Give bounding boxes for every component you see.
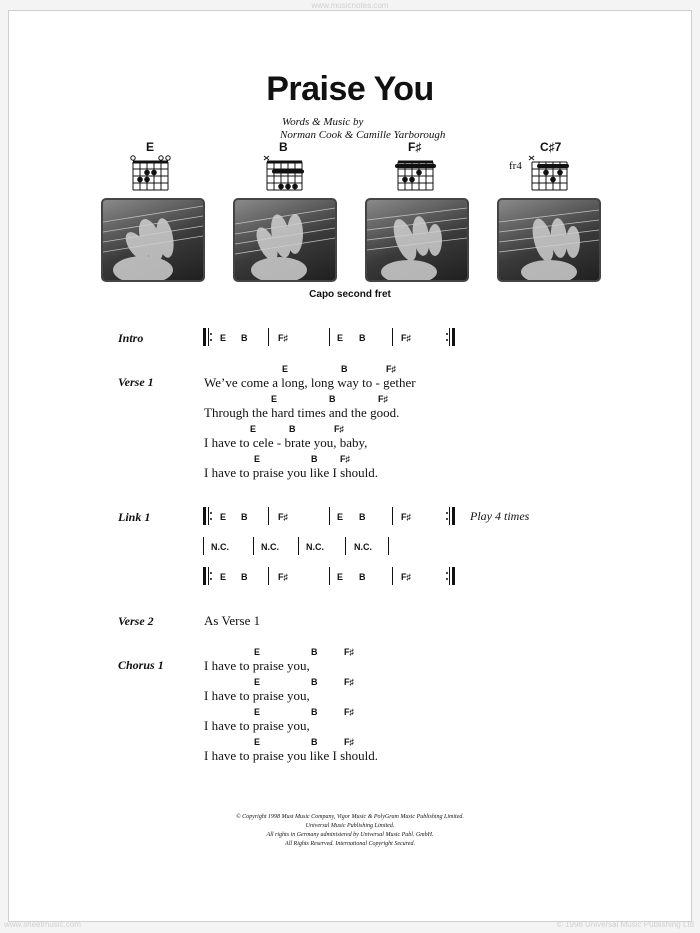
- repeat-end: [446, 567, 455, 585]
- bar-chord-fsharp: F♯: [401, 572, 411, 582]
- bar-chord-fsharp: F♯: [278, 572, 288, 582]
- chord-symbol: F♯: [334, 424, 344, 434]
- chord-symbol: B: [341, 364, 348, 374]
- lyric-line: I have to praise you,: [204, 658, 310, 673]
- verse-2-instruction: As Verse 1: [204, 613, 261, 628]
- chord-name-fsharp: F♯: [408, 140, 422, 154]
- barline: [268, 507, 269, 525]
- bar-chord-nc: N.C.: [211, 542, 229, 552]
- barline: [298, 537, 299, 555]
- lyric-line: I have to praise you,: [204, 688, 310, 703]
- bar-chord-b: B: [359, 512, 366, 522]
- barline: [329, 567, 330, 585]
- chord-symbol: B: [311, 707, 318, 717]
- chord-photo-b: [233, 198, 337, 282]
- chord-symbol: F♯: [344, 677, 354, 687]
- copyright-line: All rights in Germany administered by Universal Music Publ. GmbH.: [266, 832, 434, 838]
- lyric-line: We’ve come a long, long way to - gether: [204, 375, 416, 390]
- chord-symbol: E: [271, 394, 278, 404]
- section-label-verse-2: Verse 2: [118, 614, 154, 628]
- chord-symbol: E: [282, 364, 289, 374]
- section-label-intro: Intro: [118, 331, 144, 345]
- song-title: Praise You: [266, 70, 434, 108]
- chord-diagram-fsharp: [393, 154, 439, 192]
- chord-symbol: B: [289, 424, 296, 434]
- repeat-end: [446, 507, 455, 525]
- chord-symbol: B: [311, 677, 318, 687]
- bar-chord-e: E: [337, 572, 344, 582]
- watermark-bottom-left: www.sheetmusic.com: [4, 920, 81, 929]
- credits-line-1: Words & Music by: [282, 116, 364, 128]
- bar-chord-b: B: [241, 512, 248, 522]
- barline: [388, 537, 389, 555]
- lyric-line: I have to praise you like I should.: [204, 748, 379, 763]
- chord-symbol: F♯: [340, 454, 350, 464]
- section-label-chorus-1: Chorus 1: [118, 658, 164, 672]
- lyric-line: I have to praise you,: [204, 718, 310, 733]
- bar-chord-fsharp: F♯: [278, 333, 288, 343]
- copyright-line: Universal Music Publishing Limited.: [305, 823, 395, 829]
- capo-note: Capo second fret: [309, 289, 391, 300]
- chord-photo-csharp7: [497, 198, 601, 282]
- chord-symbol: F♯: [344, 737, 354, 747]
- fret-label-csharp7: fr4: [509, 160, 522, 172]
- copyright-line: All Rights Reserved. International Copyright Secured.: [285, 841, 415, 847]
- bar-chord-b: B: [359, 572, 366, 582]
- bar-chord-e: E: [220, 572, 227, 582]
- bar-chord-e: E: [337, 512, 344, 522]
- repeat-start: [203, 507, 212, 525]
- chord-diagram-csharp7: [525, 154, 575, 192]
- chord-photo-fsharp: [365, 198, 469, 282]
- bar-chord-fsharp: F♯: [401, 512, 411, 522]
- chord-symbol: F♯: [344, 707, 354, 717]
- repeat-instruction: Play 4 times: [470, 509, 530, 523]
- credits: [280, 116, 445, 142]
- barline: [345, 537, 346, 555]
- chord-symbol: B: [311, 737, 318, 747]
- chord-symbol: E: [254, 737, 261, 747]
- chord-symbol: E: [254, 647, 261, 657]
- chord-diagram-b: [260, 154, 308, 192]
- copyright-line: © Copyright 1998 Must Music Company, Vigor Music & PolyGram Music Publishing Limited.: [236, 814, 464, 820]
- chord-symbol: E: [254, 677, 261, 687]
- chord-diagram-e: [128, 154, 174, 192]
- barline: [329, 507, 330, 525]
- bar-chord-nc: N.C.: [306, 542, 324, 552]
- section-label-link-1: Link 1: [118, 510, 151, 524]
- barline: [392, 567, 393, 585]
- chord-symbol: F♯: [378, 394, 388, 404]
- chord-symbol: E: [254, 454, 261, 464]
- barline: [253, 537, 254, 555]
- barline: [392, 507, 393, 525]
- chord-symbol: F♯: [386, 364, 396, 374]
- chord-name-e: E: [146, 140, 155, 154]
- bar-chord-e: E: [337, 333, 344, 343]
- chord-photo-e: [101, 198, 205, 282]
- chord-symbol: B: [311, 454, 318, 464]
- chord-symbol: B: [311, 647, 318, 657]
- bar-chord-b: B: [359, 333, 366, 343]
- chord-name-b: B: [279, 140, 288, 154]
- bar-chord-fsharp: F♯: [278, 512, 288, 522]
- credits-line-2: Norman Cook & Camille Yarborough: [280, 129, 446, 141]
- chord-symbol: F♯: [344, 647, 354, 657]
- barline: [392, 328, 393, 346]
- lyric-line: I have to praise you like I should.: [204, 465, 379, 480]
- bar-chord-b: B: [241, 572, 248, 582]
- chord-symbol: E: [254, 707, 261, 717]
- barline: [329, 328, 330, 346]
- section-label-verse-1: Verse 1: [118, 375, 154, 389]
- bar-chord-e: E: [220, 333, 227, 343]
- bar-chord-fsharp: F♯: [401, 333, 411, 343]
- bar-chord-b: B: [241, 333, 248, 343]
- barline: [268, 328, 269, 346]
- chord-name-csharp7: C♯7: [540, 140, 562, 154]
- watermark-bottom-right: © 1998 Universal Music Publishing Ltd: [556, 920, 694, 929]
- repeat-start: [203, 567, 212, 585]
- bar-chord-nc: N.C.: [261, 542, 279, 552]
- bar-chord-nc: N.C.: [354, 542, 372, 552]
- bar-chord-e: E: [220, 512, 227, 522]
- chord-symbol: E: [250, 424, 257, 434]
- copyright-notice: [0, 813, 700, 849]
- lyric-line: Through the hard times and the good.: [204, 405, 400, 420]
- repeat-end: [446, 328, 455, 346]
- repeat-start: [203, 328, 212, 346]
- barline: [203, 537, 204, 555]
- chord-symbol: B: [329, 394, 336, 404]
- barline: [268, 567, 269, 585]
- lyric-line: I have to cele - brate you, baby,: [204, 435, 368, 450]
- watermark-top: www.musicnotes.com: [311, 1, 389, 10]
